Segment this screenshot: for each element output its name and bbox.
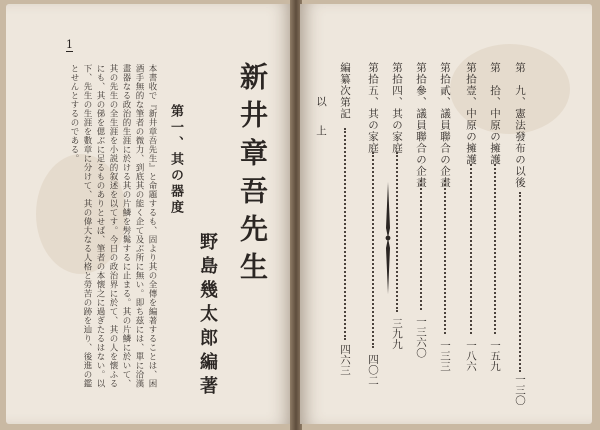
toc-entry-page: 四〇二 [367, 354, 379, 386]
toc-entry-label: 第拾壹、中原の擁護 [465, 62, 477, 166]
left-page [6, 4, 292, 424]
body-text: 本書收で『新井章吾先生』と命題するも、固より其の全傳を編著することは、困酒手無的な筆者の微力、到底其の能く企て及ぶ所に無い。即ち茲には、單に洽漢畫器なる政治的生涯に於ける其の片鱗を髣髴するに止まる。其の片鱗に於いて、其の先生の全生涯を小説的叙述を以てす。今日の政治界に於て、其の人を懐ふるにも、其の俤を偲ぶに足るものありとせば、筆者の本懐之に過ぎたるはない。以下、先生の生涯を數章に分けて、其の偉大なる人格と勞苦の跡を辿り、後進の鑑とせんとするのである。 [69, 64, 157, 388]
toc-entry-label: 第 拾、中原の擁護 [489, 62, 501, 166]
right-page [300, 4, 592, 424]
toc-end-mark: 以 上 [315, 96, 327, 140]
toc-entry [338, 62, 353, 120]
toc-entry-page: 一三〇 [514, 374, 526, 406]
toc-entry-label: 第拾四、其の家庭 [391, 62, 403, 154]
author: 野島幾太郎編著 [197, 232, 218, 400]
toc-entry [366, 62, 381, 154]
toc-entry [438, 62, 453, 189]
toc-entry-label: 第 九、憲法發布の以後 [514, 62, 526, 189]
page-number: 1 [66, 38, 73, 51]
toc-entry [390, 62, 405, 154]
toc-entry-page: 一三六〇 [415, 316, 427, 358]
toc-entry [513, 62, 528, 189]
toc-entry-label: 編纂次第記 [339, 62, 351, 120]
toc-entry-page: 一三三 [439, 340, 451, 372]
toc-entry-page: 四六三 [339, 344, 351, 376]
toc-entry [464, 62, 479, 166]
toc-entry-page: 一五九 [489, 340, 501, 372]
ornament-divider-icon [381, 182, 395, 294]
section-title: 第一、其の器度 [168, 104, 183, 216]
toc-entry [414, 62, 429, 189]
book-title: 新井章吾先生 [236, 62, 269, 290]
toc-entry-label: 第拾五、其の家庭 [367, 62, 379, 154]
toc-entry-label: 第拾參、議員聯合の企畫 [415, 62, 427, 189]
toc-entry-label: 第拾貳、議員聯合の企畫 [439, 62, 451, 189]
toc-entry [488, 62, 503, 166]
toc-entry-page: 一八六 [465, 340, 477, 372]
toc-entry-page: 三九九 [391, 318, 403, 350]
